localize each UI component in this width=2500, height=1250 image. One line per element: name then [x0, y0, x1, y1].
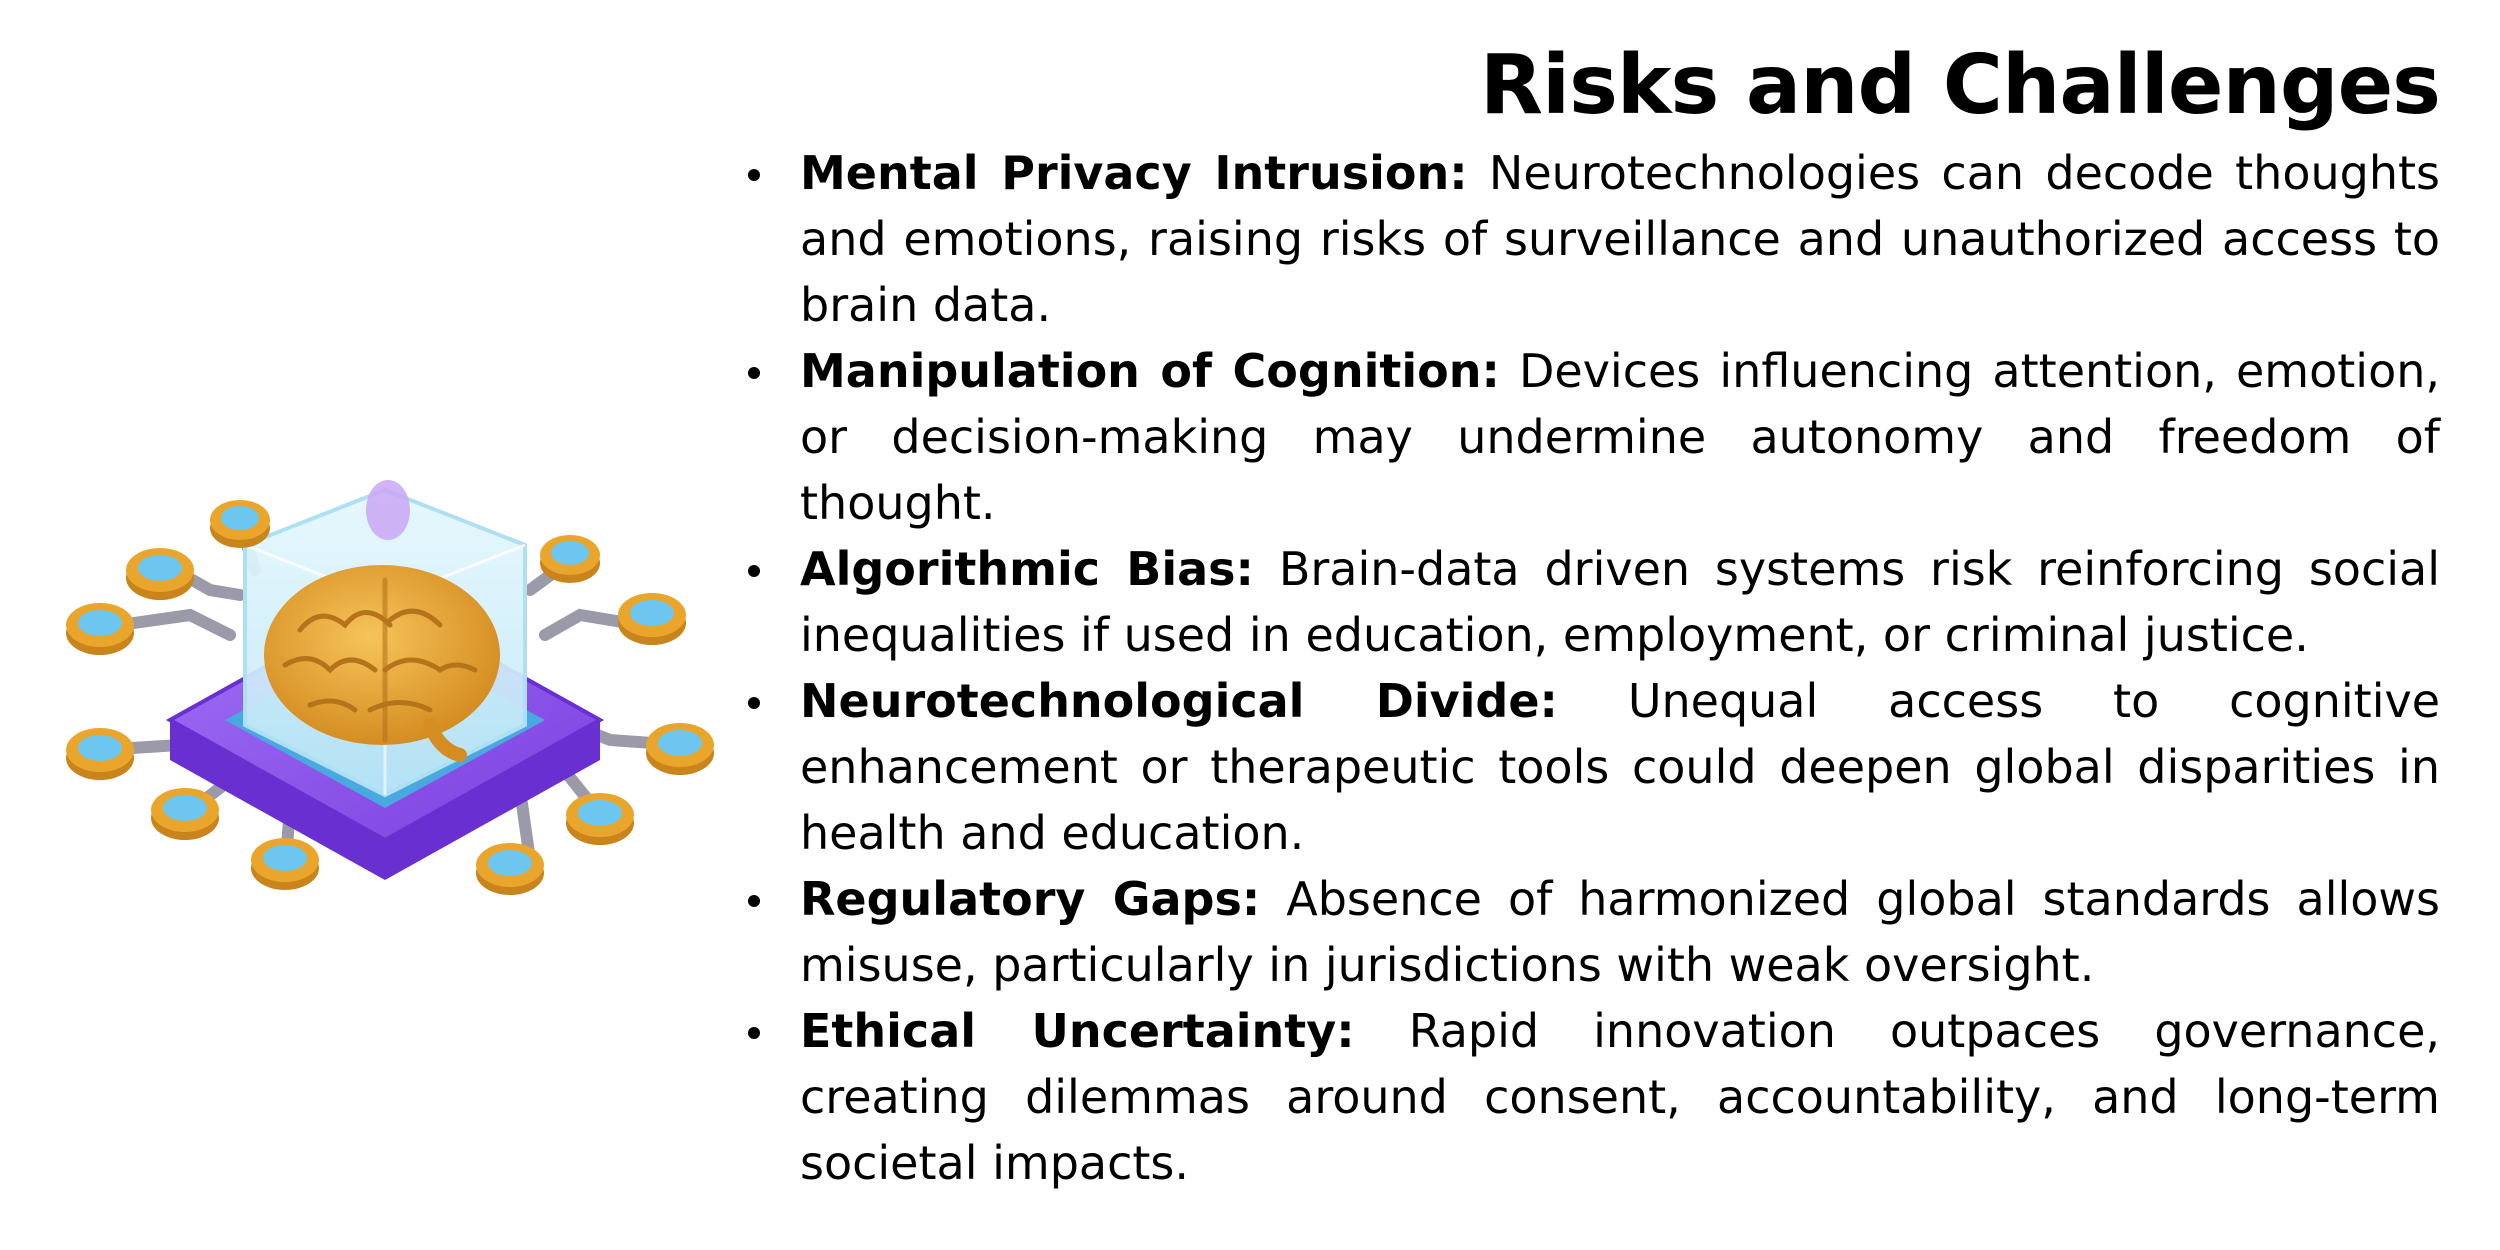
bullet-text: Brain-data driven systems risk reinforcing social inequalities if used in education, employment, or criminal justice. — [800, 542, 2440, 662]
bullet-item — [740, 536, 2440, 668]
bullet-text: Unequal access to cognitive enhancement or therapeutic tools could deepen global disparities in health and education. — [800, 674, 2441, 860]
bullet-term: Mental Privacy Intrusion: — [800, 146, 1468, 200]
slide-title: Risks and Challenges — [1479, 38, 2440, 133]
bullet-term: Manipulation of Cognition: — [800, 344, 1500, 398]
bullet-list — [740, 140, 2440, 1196]
bullet-text: Absence of harmonized global standards allows misuse, particularly in jurisdictions with weak oversight. — [800, 872, 2440, 992]
bullet-text: Rapid innovation outpaces governance, creating dilemmas around consent, accountability, and long-term societal impacts. — [800, 1004, 2441, 1190]
bullet-item — [740, 668, 2440, 866]
bullet-item — [740, 140, 2440, 338]
bullet-term: Regulatory Gaps: — [800, 872, 1261, 926]
bullet-text: Devices influencing attention, emotion, or decision-making may undermine autonomy and freedom of thought. — [800, 344, 2440, 530]
brain-chip-illustration — [40, 420, 730, 920]
bullet-item — [740, 998, 2440, 1196]
bullet-item — [740, 338, 2440, 536]
bullet-term: Ethical Uncertainty: — [800, 1004, 1355, 1058]
bullet-text: Neurotechnologies can decode thoughts and emotions, raising risks of surveillance and unauthorized access to brain data. — [800, 146, 2440, 332]
bullet-term: Neurotechnological Divide: — [800, 674, 1558, 728]
brain-chip-icon — [40, 420, 730, 920]
bullet-term: Algorithmic Bias: — [800, 542, 1254, 596]
bullet-item — [740, 866, 2440, 998]
